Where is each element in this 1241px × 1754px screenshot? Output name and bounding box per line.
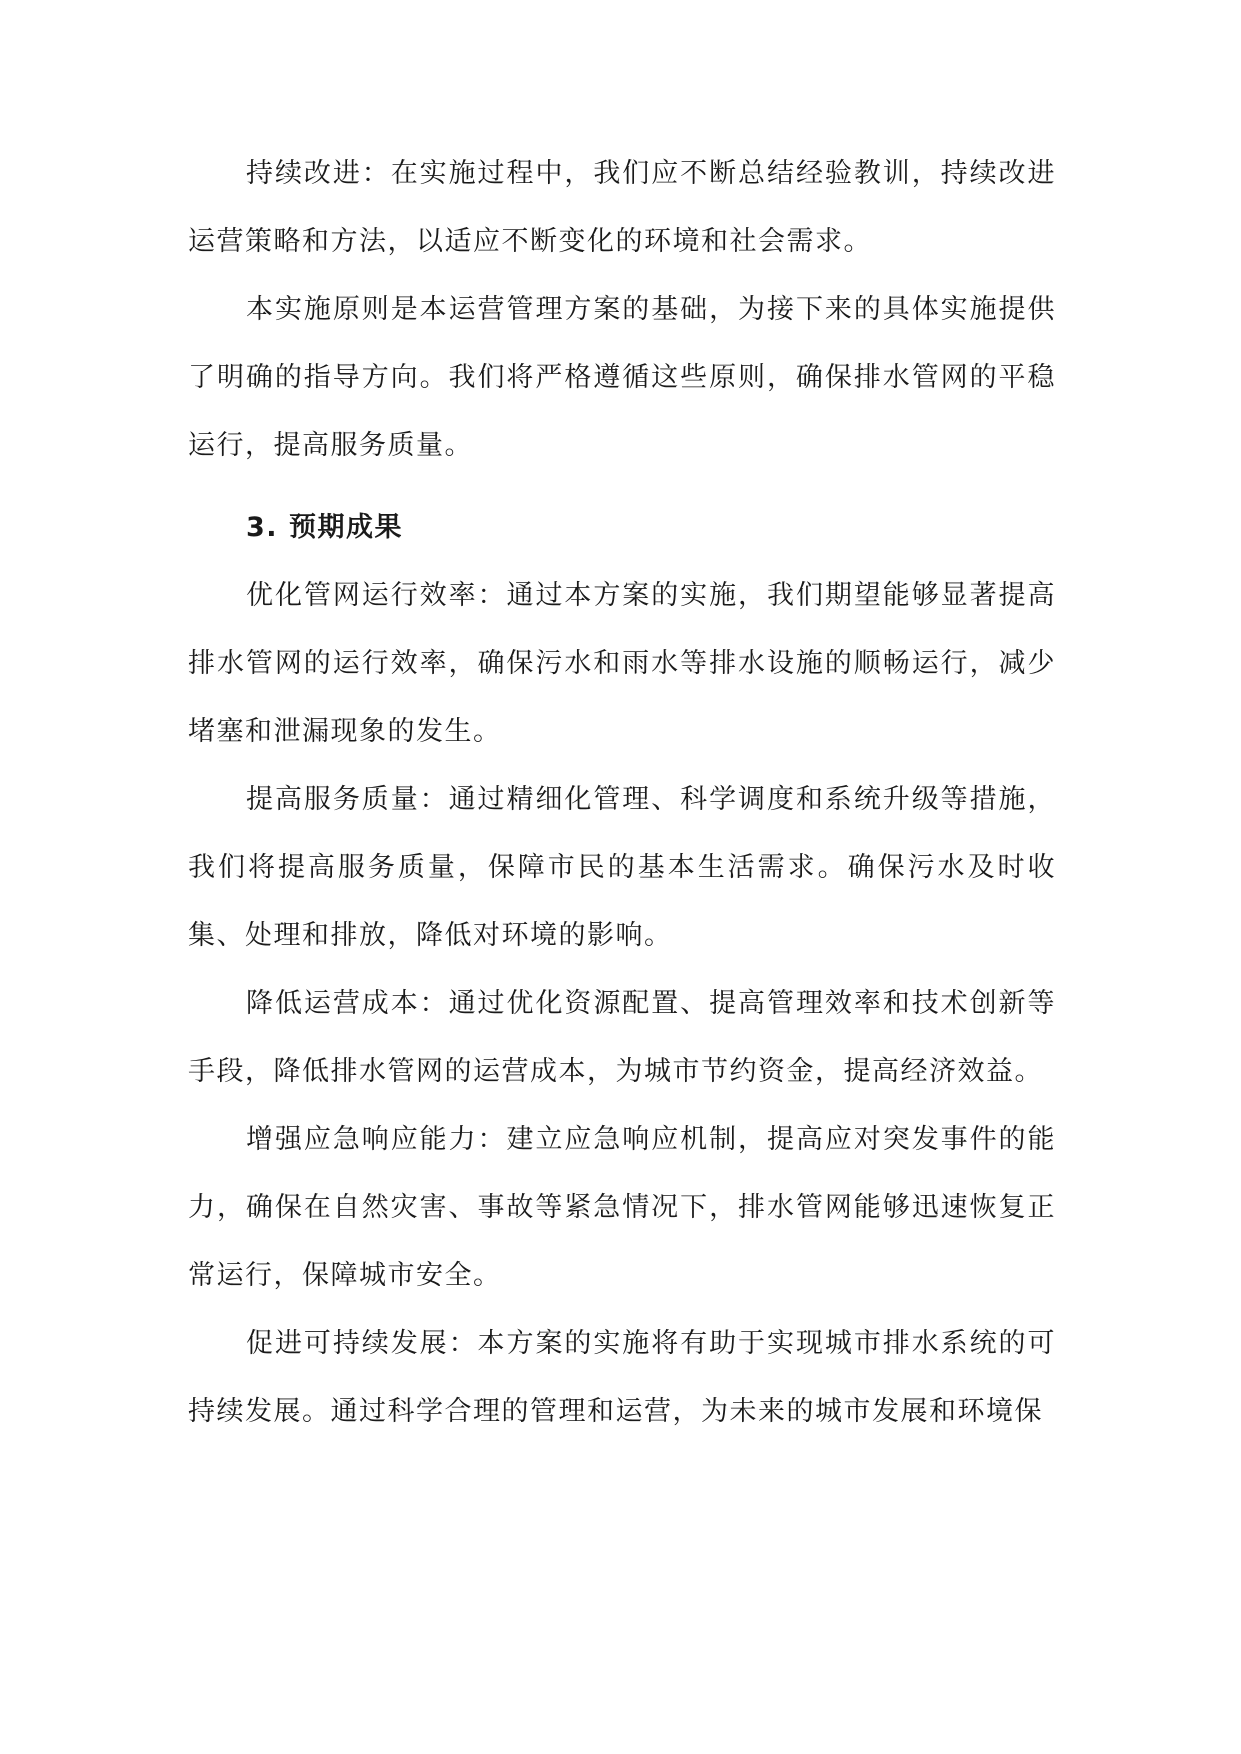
- paragraph-continuous-improvement: 持续改进：在实施过程中，我们应不断总结经验教训，持续改进运营策略和方法，以适应不断变化的环境和社会需求。: [188, 158, 1056, 257]
- paragraph-reduce-costs: 降低运营成本：通过优化资源配置、提高管理效率和技术创新等手段，降低排水管网的运营成本，为城市节约资金，提高经济效益。: [188, 988, 1056, 1087]
- document-body: [188, 140, 1056, 1446]
- paragraph-emergency-response: 增强应急响应能力：建立应急响应机制，提高应对突发事件的能力，确保在自然灾害、事故等紧急情况下，排水管网能够迅速恢复正常运行，保障城市安全。: [188, 1124, 1056, 1291]
- section-heading-expected-results: 3. 预期成果: [246, 512, 403, 543]
- paragraph-service-quality: 提高服务质量：通过精细化管理、科学调度和系统升级等措施，我们将提高服务质量，保障市民的基本生活需求。确保污水及时收集、处理和排放，降低对环境的影响。: [188, 784, 1056, 951]
- paragraph-sustainable-development: 促进可持续发展：本方案的实施将有助于实现城市排水系统的可持续发展。通过科学合理的管理和运营，为未来的城市发展和环境保: [188, 1328, 1056, 1427]
- paragraph-principles-summary: 本实施原则是本运营管理方案的基础，为接下来的具体实施提供了明确的指导方向。我们将严格遵循这些原则，确保排水管网的平稳运行，提高服务质量。: [188, 294, 1056, 461]
- paragraph-optimize-efficiency: 优化管网运行效率：通过本方案的实施，我们期望能够显著提高排水管网的运行效率，确保污水和雨水等排水设施的顺畅运行，减少堵塞和泄漏现象的发生。: [188, 580, 1056, 747]
